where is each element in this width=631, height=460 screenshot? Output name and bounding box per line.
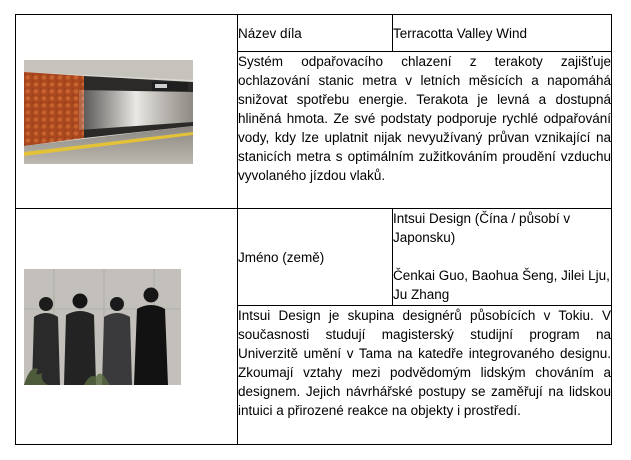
work-description: Systém odpařovacího chlazení z terakoty zajišťuje ochlazování stanic metra v letních měsících a napomáhá snižovat spotřebu energie. Terakota je levná a dostupná hliněná hmota. Ze své podstaty podporuje rychlé odpařování vody, kdy lze uplatnit nijak nevyužívaný průvan vznikající na stanicích metra s optimálním zužitkováním proudění vzduchu vyvolaného jízdou vlaků.	[238, 52, 612, 209]
metro-image-cell	[16, 15, 238, 209]
team-image-cell	[16, 209, 238, 445]
author-group: Intsui Design (Čína / působí v Japonsku)	[393, 211, 571, 245]
author-label: Jméno (země)	[238, 209, 393, 306]
author-members: Čenkai Guo, Baohua Šeng, Jilei Lju, Ju Zhang	[393, 268, 610, 302]
author-description: Intsui Design je skupina designérů působících v Tokiu. V současnosti studují magisterský studijní program na Univerzitě umění v Tama na katedře integrovaného designu. Zkoumají vztahy mezi podvědomým lidským chováním a designem. Jejich návrhářské postupy se zaměřují na lidskou intuici a přirozené reakce na objekty i prostředí.	[238, 306, 612, 445]
work-title-label: Název díla	[238, 15, 393, 52]
team-photo	[24, 269, 181, 385]
author-value	[393, 209, 612, 306]
info-table	[15, 14, 612, 445]
work-title-value: Terracotta Valley Wind	[393, 15, 612, 52]
metro-station-photo	[24, 60, 193, 164]
